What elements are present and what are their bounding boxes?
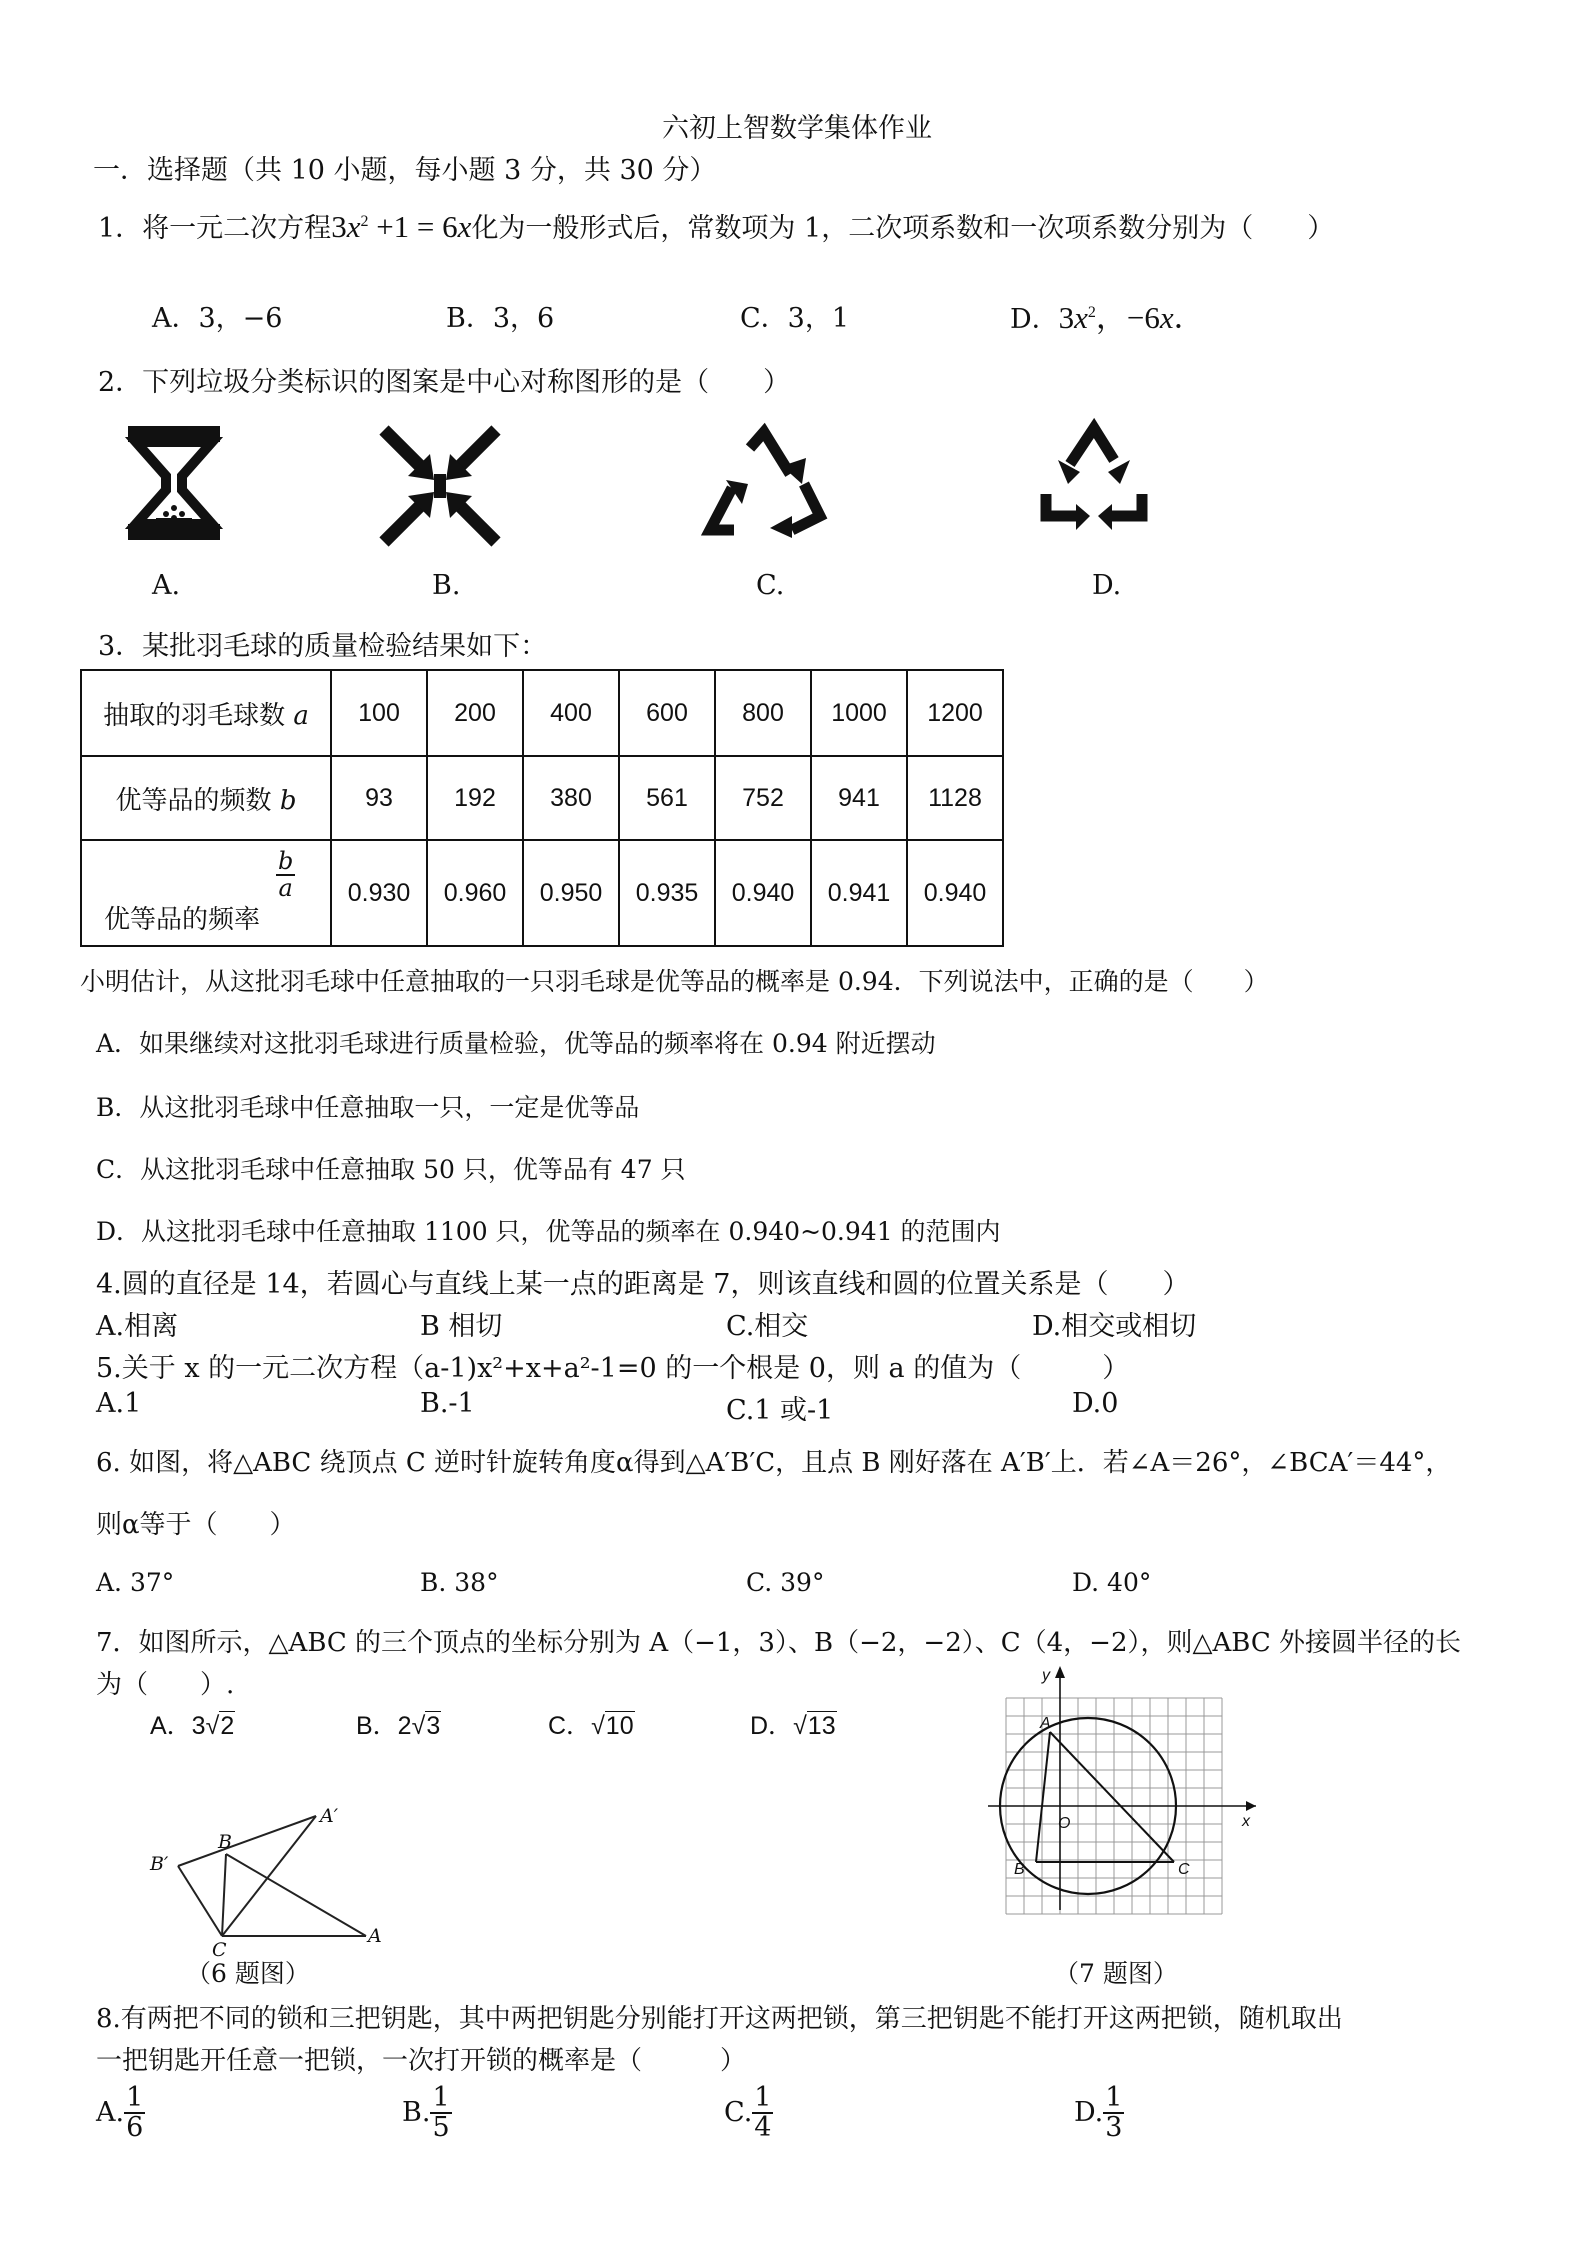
q5-option-d[interactable]: D.0 (1072, 1388, 1119, 1419)
table-cell: 1128 (907, 756, 1003, 840)
q1-option-b[interactable]: B．3，6 (446, 303, 555, 334)
table-cell: 1000 (811, 670, 907, 756)
label-b: B (1014, 1861, 1025, 1878)
table-cell: 600 (619, 670, 715, 756)
q6-option-c[interactable]: C. 39° (746, 1568, 825, 1597)
q5-option-c[interactable]: C.1 或-1 (726, 1395, 834, 1426)
label-b-prime: B′ (150, 1853, 169, 1875)
quality-table (80, 669, 1004, 947)
q4-option-c[interactable]: C.相交 (726, 1311, 809, 1342)
q6-triangle-figure (140, 1800, 400, 1961)
label-a: A (1040, 1715, 1051, 1732)
q6-stem-line1: 6. 如图，将△ABC 绕顶点 C 逆时针旋转角度α得到△A′B′C，且点 B 刚好落在 A′B′上．若∠A＝26°，∠BCA′＝44°， (96, 1448, 1452, 1478)
table-cell: 200 (427, 670, 523, 756)
q3-option-c[interactable]: C．从这批羽毛球中任意抽取 50 只，优等品有 47 只 (96, 1155, 686, 1184)
table-cell: 1200 (907, 670, 1003, 756)
table-row-header: 抽取的羽毛球数 a (81, 670, 331, 756)
q5-option-b[interactable]: B.-1 (420, 1388, 475, 1419)
q7-stem-line1: 7．如图所示，△ABC 的三个顶点的坐标分别为 A（−1，3）、B（−2，−2）、C（4，−2），则△ABC 外接圆半径的长 (96, 1628, 1462, 1658)
page-title: 六初上智数学集体作业 (662, 113, 932, 144)
q1-stem-post: 化为一般形式后，常数项为 1，二次项系数和一次项系数分别为（ ） (471, 213, 1335, 244)
table-cell: 192 (427, 756, 523, 840)
q7-figure-caption: （7 题图） (1054, 1959, 1178, 1988)
label-b: B (218, 1831, 232, 1853)
q7-option-c[interactable]: C．√10 (548, 1712, 634, 1740)
q4-option-d[interactable]: D.相交或相切 (1032, 1311, 1197, 1342)
label-x: x (1242, 1813, 1250, 1830)
q5-stem: 5.关于 x 的一元二次方程（a-1)x²+x+a²-1=0 的一个根是 0，则 a 的值为（ ） (96, 1353, 1130, 1384)
q6-figure-caption: （6 题图） (186, 1959, 310, 1988)
q2-option-c[interactable]: C. (756, 570, 785, 601)
cross-arrows-icon (378, 424, 502, 548)
segment-ba (226, 1854, 366, 1936)
section-heading: 一．选择题（共 10 小题，每小题 3 分，共 30 分） (93, 155, 717, 186)
q4-stem: 4.圆的直径是 14，若圆心与直线上某一点的距离是 7，则该直线和圆的位置关系是（ ） (96, 1269, 1190, 1300)
q2-option-d[interactable]: D. (1092, 570, 1122, 601)
q1-option-c[interactable]: C．3，1 (740, 303, 850, 334)
label-c: C (1178, 1861, 1190, 1878)
table-row-header: 优等品的频数 b (81, 756, 331, 840)
table-cell: 0.940 (715, 840, 811, 946)
segment-bc (222, 1854, 226, 1936)
q2-option-a[interactable]: A. (152, 570, 181, 601)
table-cell: 800 (715, 670, 811, 756)
recycle-triangle-icon (704, 426, 826, 538)
q8-option-c[interactable]: C. $\frac{1}{4}$ (724, 2082, 772, 2144)
q3-stem: 3．某批羽毛球的质量检验结果如下： (98, 631, 548, 662)
q4-option-b[interactable]: B 相切 (420, 1311, 503, 1342)
table-cell: 0.960 (427, 840, 523, 946)
q2-option-b[interactable]: B. (432, 570, 461, 601)
q8-stem-line2: 一把钥匙开任意一把锁，一次打开锁的概率是（ ） (96, 2046, 747, 2076)
q3-option-b[interactable]: B．从这批羽毛球中任意抽取一只，一定是优等品 (96, 1093, 640, 1122)
label-c: C (212, 1939, 227, 1961)
table-cell: 380 (523, 756, 619, 840)
q4-option-a[interactable]: A.相离 (96, 1311, 179, 1342)
q8-option-a[interactable]: A. $\frac{1}{6}$ (96, 2082, 144, 2144)
q6-option-d[interactable]: D. 40° (1072, 1568, 1152, 1597)
table-cell: 93 (331, 756, 427, 840)
segment-b1c (178, 1866, 222, 1936)
q6-option-a[interactable]: A. 37° (96, 1568, 175, 1597)
label-a-prime: A′ (320, 1805, 339, 1827)
label-y: y (1042, 1667, 1050, 1684)
q8-option-b[interactable]: B. $\frac{1}{5}$ (402, 2082, 450, 2144)
q1-stem (98, 206, 1334, 245)
table-cell: 0.935 (619, 840, 715, 946)
table-cell: 941 (811, 756, 907, 840)
label-o: O (1058, 1815, 1071, 1832)
table-cell: 561 (619, 756, 715, 840)
q7-stem-line2: 为（ ）. (96, 1670, 235, 1700)
q3-option-a[interactable]: A．如果继续对这批羽毛球进行质量检验，优等品的频率将在 0.94 附近摆动 (96, 1029, 936, 1058)
q1-stem-pre: 1．将一元二次方程 (98, 213, 332, 244)
recycle-arrows-icon (1040, 420, 1148, 542)
table-cell: 0.941 (811, 840, 907, 946)
q1-option-a[interactable]: A．3，−6 (152, 303, 283, 334)
q2-stem: 2．下列垃圾分类标识的图案是中心对称图形的是（ ） (98, 367, 791, 398)
table-cell: 400 (523, 670, 619, 756)
q7-circumcircle-figure (984, 1660, 1260, 1920)
table-cell: 100 (331, 670, 427, 756)
table-cell: 0.940 (907, 840, 1003, 946)
q5-option-a[interactable]: A.1 (96, 1388, 142, 1419)
q6-option-b[interactable]: B. 38° (420, 1568, 499, 1597)
q7-option-d[interactable]: D．√13 (750, 1712, 836, 1740)
q6-stem-line2: 则α等于（ ） (96, 1510, 296, 1540)
q7-option-a[interactable]: A．3√2 (150, 1712, 235, 1740)
q3-option-d[interactable]: D．从这批羽毛球中任意抽取 1100 只，优等品的频率在 0.940~0.941 的范围内 (96, 1217, 1001, 1246)
q3-statement: 小明估计，从这批羽毛球中任意抽取的一只羽毛球是优等品的概率是 0.94．下列说法中，正确的是（ ） (80, 967, 1269, 996)
hourglass-recycle-icon (126, 424, 222, 542)
y-axis-arrow (1055, 1666, 1065, 1678)
table-cell: 0.950 (523, 840, 619, 946)
table-cell: 752 (715, 756, 811, 840)
x-axis-arrow (1246, 1801, 1256, 1811)
q7-option-b[interactable]: B．2√3 (356, 1712, 441, 1740)
q1-equation: $3x^2 +1 = 6x$ (331, 209, 472, 244)
label-a: A (368, 1925, 382, 1947)
table-row-header: 优等品的频率 $\frac{b}{a}$ (81, 840, 331, 946)
table-cell: 0.930 (331, 840, 427, 946)
q1-option-d[interactable]: D．$3x^2$，−6x． (1010, 300, 1205, 335)
q8-stem-line1: 8.有两把不同的锁和三把钥匙，其中两把钥匙分别能打开这两把锁，第三把钥匙不能打开这两把锁，随机取出 (96, 2004, 1343, 2034)
q8-option-d[interactable]: D. $\frac{1}{3}$ (1074, 2082, 1123, 2144)
